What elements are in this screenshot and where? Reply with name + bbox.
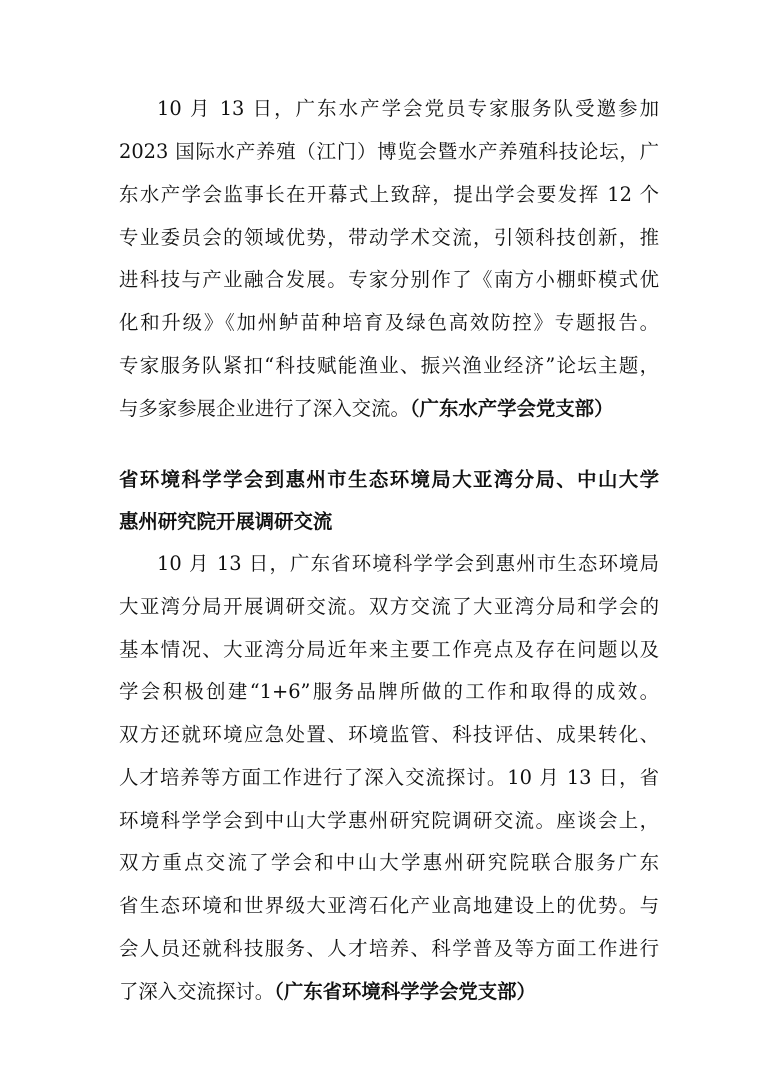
paragraph-line: 2023 国际水产养殖（江门）博览会暨水产养殖科技论坛，广 <box>119 140 659 163</box>
paragraph-line: 双方重点交流了学会和中山大学惠州研究院联合服务广东 <box>119 851 659 874</box>
article-title-line: 省环境科学学会到惠州市生态环境局大亚湾分局、中山大学 <box>119 468 659 491</box>
paragraph-line: 人才培养等方面工作进行了深入交流探讨。10 月 13 日，省 <box>119 766 659 789</box>
paragraph-line: 基本情况、大亚湾分局近年来主要工作亮点及存在问题以及 <box>119 638 659 661</box>
paragraph-last-line <box>119 974 659 1010</box>
paragraph-line: 专家服务队紧扣“科技赋能渔业、振兴渔业经济”论坛主题， <box>119 354 659 377</box>
paragraph-line: 10 月 13 日，广东省环境科学学会到惠州市生态环境局 <box>157 552 659 575</box>
paragraph-line: 省生态环境和世界级大亚湾石化产业高地建设上的优势。与 <box>119 894 659 917</box>
paragraph-line: 会人员还就科技服务、人才培养、科学普及等方面工作进行 <box>119 937 659 960</box>
paragraph-line: 双方还就环境应急处置、环境监管、科技评估、成果转化、 <box>119 723 659 746</box>
source-attribution: （广东水产学会党支部） <box>409 397 614 420</box>
article-title-line: 惠州研究院开展调研交流 <box>119 510 333 533</box>
paragraph-line: 环境科学学会到中山大学惠州研究院调研交流。座谈会上， <box>119 809 659 832</box>
paragraph-line: 化和升级》《加州鲈苗种培育及绿色高效防控》专题报告。 <box>119 311 659 334</box>
paragraph-text: 了深入交流探讨。 <box>119 980 275 1003</box>
paragraph-line: 10 月 13 日，广东水产学会党员专家服务队受邀参加 <box>157 97 659 120</box>
paragraph-line: 学会积极创建“1+6”服务品牌所做的工作和取得的成效。 <box>119 680 659 703</box>
paragraph-line: 进科技与产业融合发展。专家分别作了《南方小棚虾模式优 <box>119 268 659 291</box>
paragraph-line: 专业委员会的领域优势，带动学术交流，引领科技创新，推 <box>119 226 659 249</box>
paragraph-line: 大亚湾分局开展调研交流。双方交流了大亚湾分局和学会的 <box>119 595 659 618</box>
paragraph-text: 与多家参展企业进行了深入交流。 <box>119 397 410 420</box>
source-attribution: （广东省环境科学学会党支部） <box>274 980 536 1003</box>
paragraph-last-line <box>119 391 659 427</box>
paragraph-line: 东水产学会监事长在开幕式上致辞，提出学会要发挥 12 个 <box>119 183 659 206</box>
